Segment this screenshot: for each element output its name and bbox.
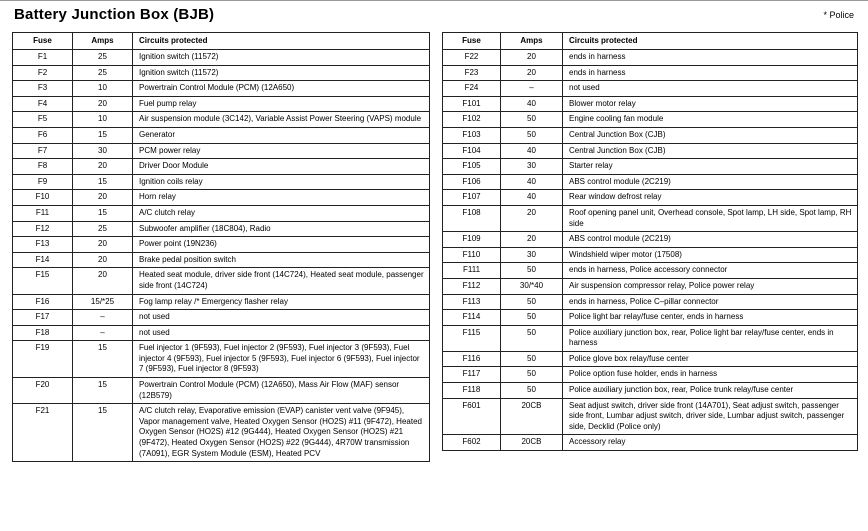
fuse-cell: F112 [443, 278, 501, 294]
fuse-cell: F101 [443, 96, 501, 112]
circuits-cell: Police auxiliary junction box, rear, Police trunk relay/fuse center [563, 383, 858, 399]
circuits-cell: Police option fuse holder, ends in harness [563, 367, 858, 383]
table-row [13, 174, 430, 190]
table-row [443, 367, 858, 383]
table-row [13, 127, 430, 143]
fuse-cell: F13 [13, 237, 73, 253]
header-fuse: Fuse [443, 33, 501, 50]
amps-cell: – [73, 325, 133, 341]
amps-cell: 15/*25 [73, 294, 133, 310]
table-row [13, 404, 430, 462]
amps-cell: 50 [501, 351, 563, 367]
table-row [443, 127, 858, 143]
circuits-cell: ABS control module (2C219) [563, 174, 858, 190]
circuits-cell: Central Junction Box (CJB) [563, 143, 858, 159]
table-row [443, 50, 858, 66]
amps-cell: 50 [501, 325, 563, 351]
header-amps: Amps [73, 33, 133, 50]
fuse-cell: F3 [13, 81, 73, 97]
fuse-cell: F107 [443, 190, 501, 206]
fuse-cell: F110 [443, 247, 501, 263]
circuits-cell: Ignition coils relay [133, 174, 430, 190]
circuits-cell: Engine cooling fan module [563, 112, 858, 128]
amps-cell: – [501, 81, 563, 97]
amps-cell: 30 [501, 159, 563, 175]
table-row [13, 237, 430, 253]
fuse-cell: F10 [13, 190, 73, 206]
amps-cell: 20 [501, 232, 563, 248]
table-row [443, 232, 858, 248]
amps-cell: 50 [501, 112, 563, 128]
circuits-cell: Driver Door Module [133, 159, 430, 175]
circuits-cell: Roof opening panel unit, Overhead console, Spot lamp, LH side, Spot lamp, RH side [563, 205, 858, 231]
amps-cell: 20CB [501, 398, 563, 435]
fuse-cell: F20 [13, 378, 73, 404]
circuits-cell: ends in harness, Police C–pillar connector [563, 294, 858, 310]
table-row [443, 81, 858, 97]
circuits-cell: Central Junction Box (CJB) [563, 127, 858, 143]
police-note: * Police [823, 10, 854, 20]
table-row [443, 159, 858, 175]
table-row [443, 351, 858, 367]
circuits-cell: Ignition switch (11572) [133, 50, 430, 66]
fuse-cell: F102 [443, 112, 501, 128]
amps-cell: 25 [73, 221, 133, 237]
table-row [443, 174, 858, 190]
amps-cell: 50 [501, 294, 563, 310]
fuse-cell: F113 [443, 294, 501, 310]
circuits-cell: A/C clutch relay [133, 205, 430, 221]
fuse-cell: F18 [13, 325, 73, 341]
fuse-cell: F14 [13, 252, 73, 268]
circuits-cell: Air suspension module (3C142), Variable Assist Power Steering (VAPS) module [133, 112, 430, 128]
fuse-cell: F601 [443, 398, 501, 435]
fuse-cell: F106 [443, 174, 501, 190]
table-row [13, 378, 430, 404]
amps-cell: 30 [73, 143, 133, 159]
fuse-cell: F5 [13, 112, 73, 128]
circuits-cell: ends in harness [563, 50, 858, 66]
table-row [443, 190, 858, 206]
table-header-row [13, 33, 430, 50]
amps-cell: 40 [501, 174, 563, 190]
circuits-cell: not used [563, 81, 858, 97]
amps-cell: 20 [73, 268, 133, 294]
circuits-cell: Heated seat module, driver side front (14C724), Heated seat module, passenger side front (14C724) [133, 268, 430, 294]
table-row [443, 65, 858, 81]
amps-cell: 25 [73, 50, 133, 66]
fuse-cell: F17 [13, 310, 73, 326]
fuse-cell: F7 [13, 143, 73, 159]
table-row [13, 50, 430, 66]
fuse-cell: F11 [13, 205, 73, 221]
table-row [443, 263, 858, 279]
amps-cell: – [73, 310, 133, 326]
amps-cell: 15 [73, 174, 133, 190]
circuits-cell: Starter relay [563, 159, 858, 175]
circuits-cell: Generator [133, 127, 430, 143]
amps-cell: 50 [501, 263, 563, 279]
page-title: Battery Junction Box (BJB) [14, 6, 215, 23]
circuits-cell: Powertrain Control Module (PCM) (12A650) [133, 81, 430, 97]
amps-cell: 15 [73, 378, 133, 404]
circuits-cell: Accessory relay [563, 435, 858, 451]
fuse-cell: F22 [443, 50, 501, 66]
amps-cell: 40 [501, 96, 563, 112]
table-row [443, 383, 858, 399]
amps-cell: 15 [73, 404, 133, 462]
header-circuits: Circuits protected [563, 33, 858, 50]
circuits-cell: Horn relay [133, 190, 430, 206]
circuits-cell: PCM power relay [133, 143, 430, 159]
top-rule [0, 0, 868, 1]
fuse-cell: F8 [13, 159, 73, 175]
fuse-table-right [442, 32, 858, 451]
circuits-cell: not used [133, 325, 430, 341]
circuits-cell: Blower motor relay [563, 96, 858, 112]
fuse-cell: F602 [443, 435, 501, 451]
amps-cell: 30 [501, 247, 563, 263]
fuse-cell: F104 [443, 143, 501, 159]
table-row [443, 294, 858, 310]
circuits-cell: Air suspension compressor relay, Police power relay [563, 278, 858, 294]
fuse-cell: F1 [13, 50, 73, 66]
table-row [13, 325, 430, 341]
amps-cell: 25 [73, 65, 133, 81]
table-row [13, 268, 430, 294]
circuits-cell: Rear window defrost relay [563, 190, 858, 206]
circuits-cell: Ignition switch (11572) [133, 65, 430, 81]
fuse-cell: F111 [443, 263, 501, 279]
amps-cell: 15 [73, 127, 133, 143]
fuse-cell: F6 [13, 127, 73, 143]
amps-cell: 15 [73, 341, 133, 378]
amps-cell: 10 [73, 112, 133, 128]
amps-cell: 30/*40 [501, 278, 563, 294]
amps-cell: 50 [501, 310, 563, 326]
circuits-cell: ABS control module (2C219) [563, 232, 858, 248]
circuits-cell: Windshield wiper motor (17508) [563, 247, 858, 263]
table-row [13, 341, 430, 378]
fuse-cell: F24 [443, 81, 501, 97]
fuse-cell: F12 [13, 221, 73, 237]
fuse-cell: F114 [443, 310, 501, 326]
table-row [443, 398, 858, 435]
amps-cell: 20 [501, 205, 563, 231]
fuse-cell: F2 [13, 65, 73, 81]
table-row [443, 278, 858, 294]
circuits-cell: Brake pedal position switch [133, 252, 430, 268]
table-row [443, 247, 858, 263]
amps-cell: 20CB [501, 435, 563, 451]
amps-cell: 50 [501, 127, 563, 143]
circuits-cell: A/C clutch relay, Evaporative emission (EVAP) canister vent valve (9F945), Vapor management valve, Heated Oxygen Sensor (HO2S) #11 (9F472), Heated Oxygen Sensor (HO2S) #12 (9G444), Heated Oxygen Sensor (HO2S) #21 (9F472), Heated Oxygen Sensor (HO2S) #22 (9G444), 4R70W transmission (7A091), EGR System Module (ESM), Heated PCV [133, 404, 430, 462]
table-row [13, 65, 430, 81]
circuits-cell: Fuel injector 1 (9F593), Fuel injector 2 (9F593), Fuel injector 3 (9F593), Fuel injector 4 (9F593), Fuel injector 5 (9F593), Fuel injector 6 (9F593), Fuel injector 7 (9F593), Fuel injector 8 (9F593) [133, 341, 430, 378]
fuse-cell: F21 [13, 404, 73, 462]
table-row [13, 112, 430, 128]
fuse-cell: F103 [443, 127, 501, 143]
table-row [443, 310, 858, 326]
circuits-cell: Seat adjust switch, driver side front (14A701), Seat adjust switch, passenger side front, Lumbar adjust switch, driver side, Lumbar adjust switch, passenger side, Decklid (Police only) [563, 398, 858, 435]
circuits-cell: not used [133, 310, 430, 326]
circuits-cell: ends in harness, Police accessory connector [563, 263, 858, 279]
amps-cell: 50 [501, 367, 563, 383]
circuits-cell: Fuel pump relay [133, 96, 430, 112]
circuits-cell: Police auxiliary junction box, rear, Police light bar relay/fuse center, ends in harness [563, 325, 858, 351]
table-row [13, 143, 430, 159]
fuse-cell: F15 [13, 268, 73, 294]
circuits-cell: Police light bar relay/fuse center, ends in harness [563, 310, 858, 326]
circuits-cell: ends in harness [563, 65, 858, 81]
header-fuse: Fuse [13, 33, 73, 50]
circuits-cell: Power point (19N236) [133, 237, 430, 253]
header-circuits: Circuits protected [133, 33, 430, 50]
fuse-cell: F105 [443, 159, 501, 175]
table-row [443, 143, 858, 159]
amps-cell: 20 [73, 190, 133, 206]
table-header-row [443, 33, 858, 50]
fuse-table-left [12, 32, 430, 462]
fuse-cell: F109 [443, 232, 501, 248]
fuse-cell: F19 [13, 341, 73, 378]
table-row [13, 96, 430, 112]
circuits-cell: Powertrain Control Module (PCM) (12A650), Mass Air Flow (MAF) sensor (12B579) [133, 378, 430, 404]
fuse-cell: F16 [13, 294, 73, 310]
fuse-cell: F118 [443, 383, 501, 399]
amps-cell: 20 [73, 159, 133, 175]
table-row [13, 310, 430, 326]
fuse-cell: F23 [443, 65, 501, 81]
table-row [13, 205, 430, 221]
circuits-cell: Subwoofer amplifier (18C804), Radio [133, 221, 430, 237]
amps-cell: 10 [73, 81, 133, 97]
amps-cell: 20 [73, 237, 133, 253]
circuits-cell: Fog lamp relay /* Emergency flasher relay [133, 294, 430, 310]
fuse-cell: F9 [13, 174, 73, 190]
amps-cell: 20 [501, 50, 563, 66]
table-row [13, 81, 430, 97]
table-row [443, 205, 858, 231]
fuse-cell: F116 [443, 351, 501, 367]
amps-cell: 50 [501, 383, 563, 399]
fuse-cell: F117 [443, 367, 501, 383]
table-row [443, 96, 858, 112]
amps-cell: 20 [73, 252, 133, 268]
amps-cell: 40 [501, 143, 563, 159]
fuse-cell: F115 [443, 325, 501, 351]
table-row [13, 294, 430, 310]
table-row [13, 190, 430, 206]
table-row [443, 325, 858, 351]
table-row [13, 221, 430, 237]
table-row [443, 112, 858, 128]
amps-cell: 20 [501, 65, 563, 81]
fuse-cell: F108 [443, 205, 501, 231]
header-amps: Amps [501, 33, 563, 50]
amps-cell: 15 [73, 205, 133, 221]
table-row [13, 252, 430, 268]
fuse-cell: F4 [13, 96, 73, 112]
amps-cell: 20 [73, 96, 133, 112]
table-row [13, 159, 430, 175]
table-row [443, 435, 858, 451]
circuits-cell: Police glove box relay/fuse center [563, 351, 858, 367]
amps-cell: 40 [501, 190, 563, 206]
